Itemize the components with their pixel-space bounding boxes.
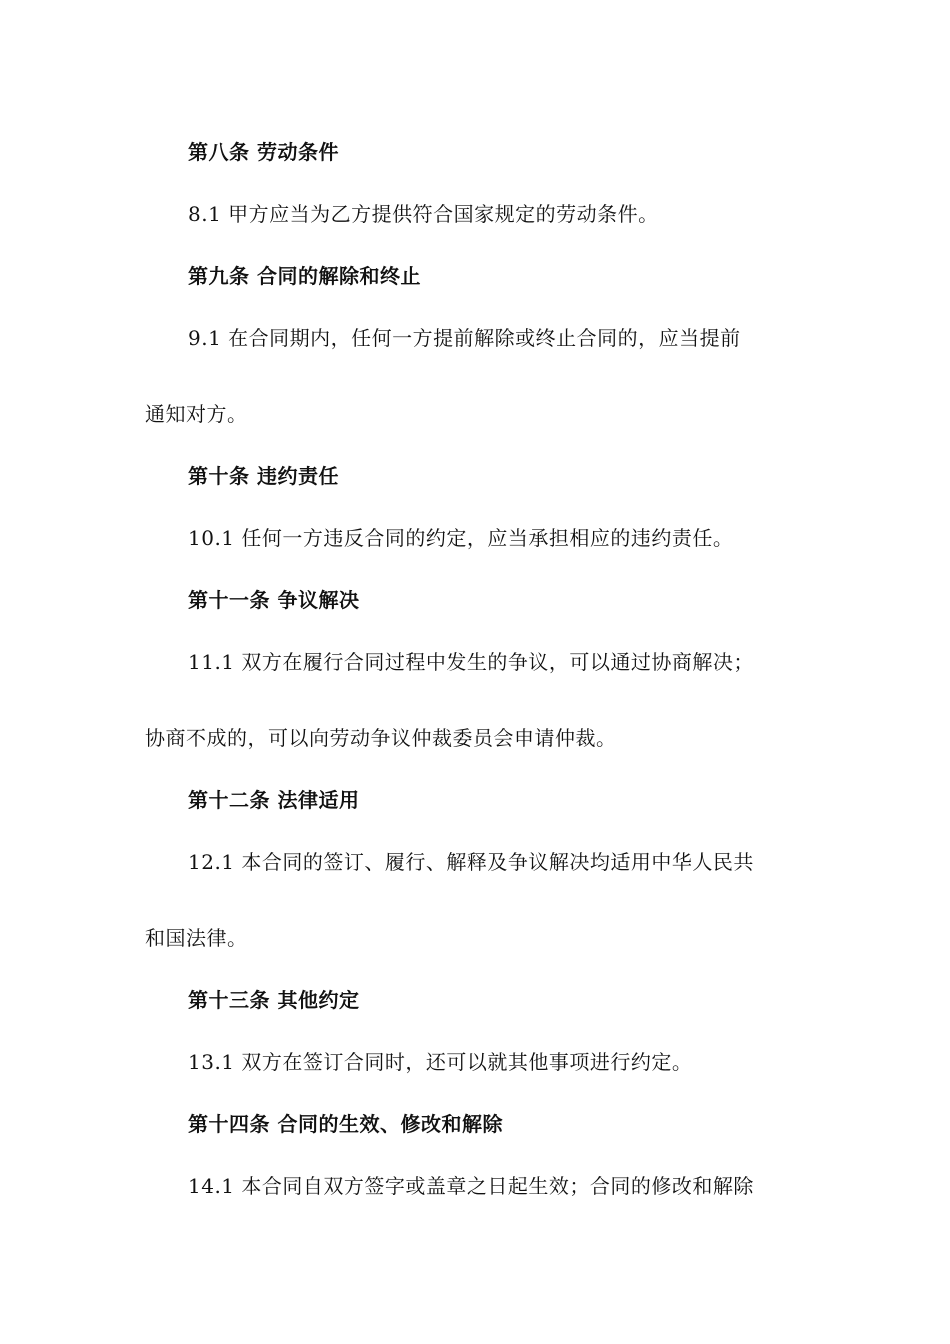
clause-line-continued: 协商不成的，可以向劳动争议仲裁委员会申请仲裁。: [145, 726, 617, 750]
section-heading: 第九条 合同的解除和终止: [188, 264, 421, 288]
clause-line: 10.1 任何一方违反合同的约定，应当承担相应的违约责任。: [188, 526, 734, 550]
clause-line-continued: 和国法律。: [145, 926, 248, 950]
clause-line: 11.1 双方在履行合同过程中发生的争议，可以通过协商解决；: [188, 650, 754, 674]
section-heading: 第八条 劳动条件: [188, 140, 339, 164]
section-heading: 第十条 违约责任: [188, 464, 339, 488]
clause-line: 14.1 本合同自双方签字或盖章之日起生效；合同的修改和解除: [188, 1174, 754, 1198]
clause-line-continued: 通知对方。: [145, 402, 248, 426]
section-heading: 第十三条 其他约定: [188, 988, 360, 1012]
clause-line: 8.1 甲方应当为乙方提供符合国家规定的劳动条件。: [188, 202, 659, 226]
section-heading: 第十二条 法律适用: [188, 788, 360, 812]
clause-line: 9.1 在合同期内，任何一方提前解除或终止合同的，应当提前: [188, 326, 741, 350]
clause-line: 13.1 双方在签订合同时，还可以就其他事项进行约定。: [188, 1050, 693, 1074]
section-heading: 第十四条 合同的生效、修改和解除: [188, 1112, 503, 1136]
section-heading: 第十一条 争议解决: [188, 588, 360, 612]
clause-line: 12.1 本合同的签订、履行、解释及争议解决均适用中华人民共: [188, 850, 754, 874]
